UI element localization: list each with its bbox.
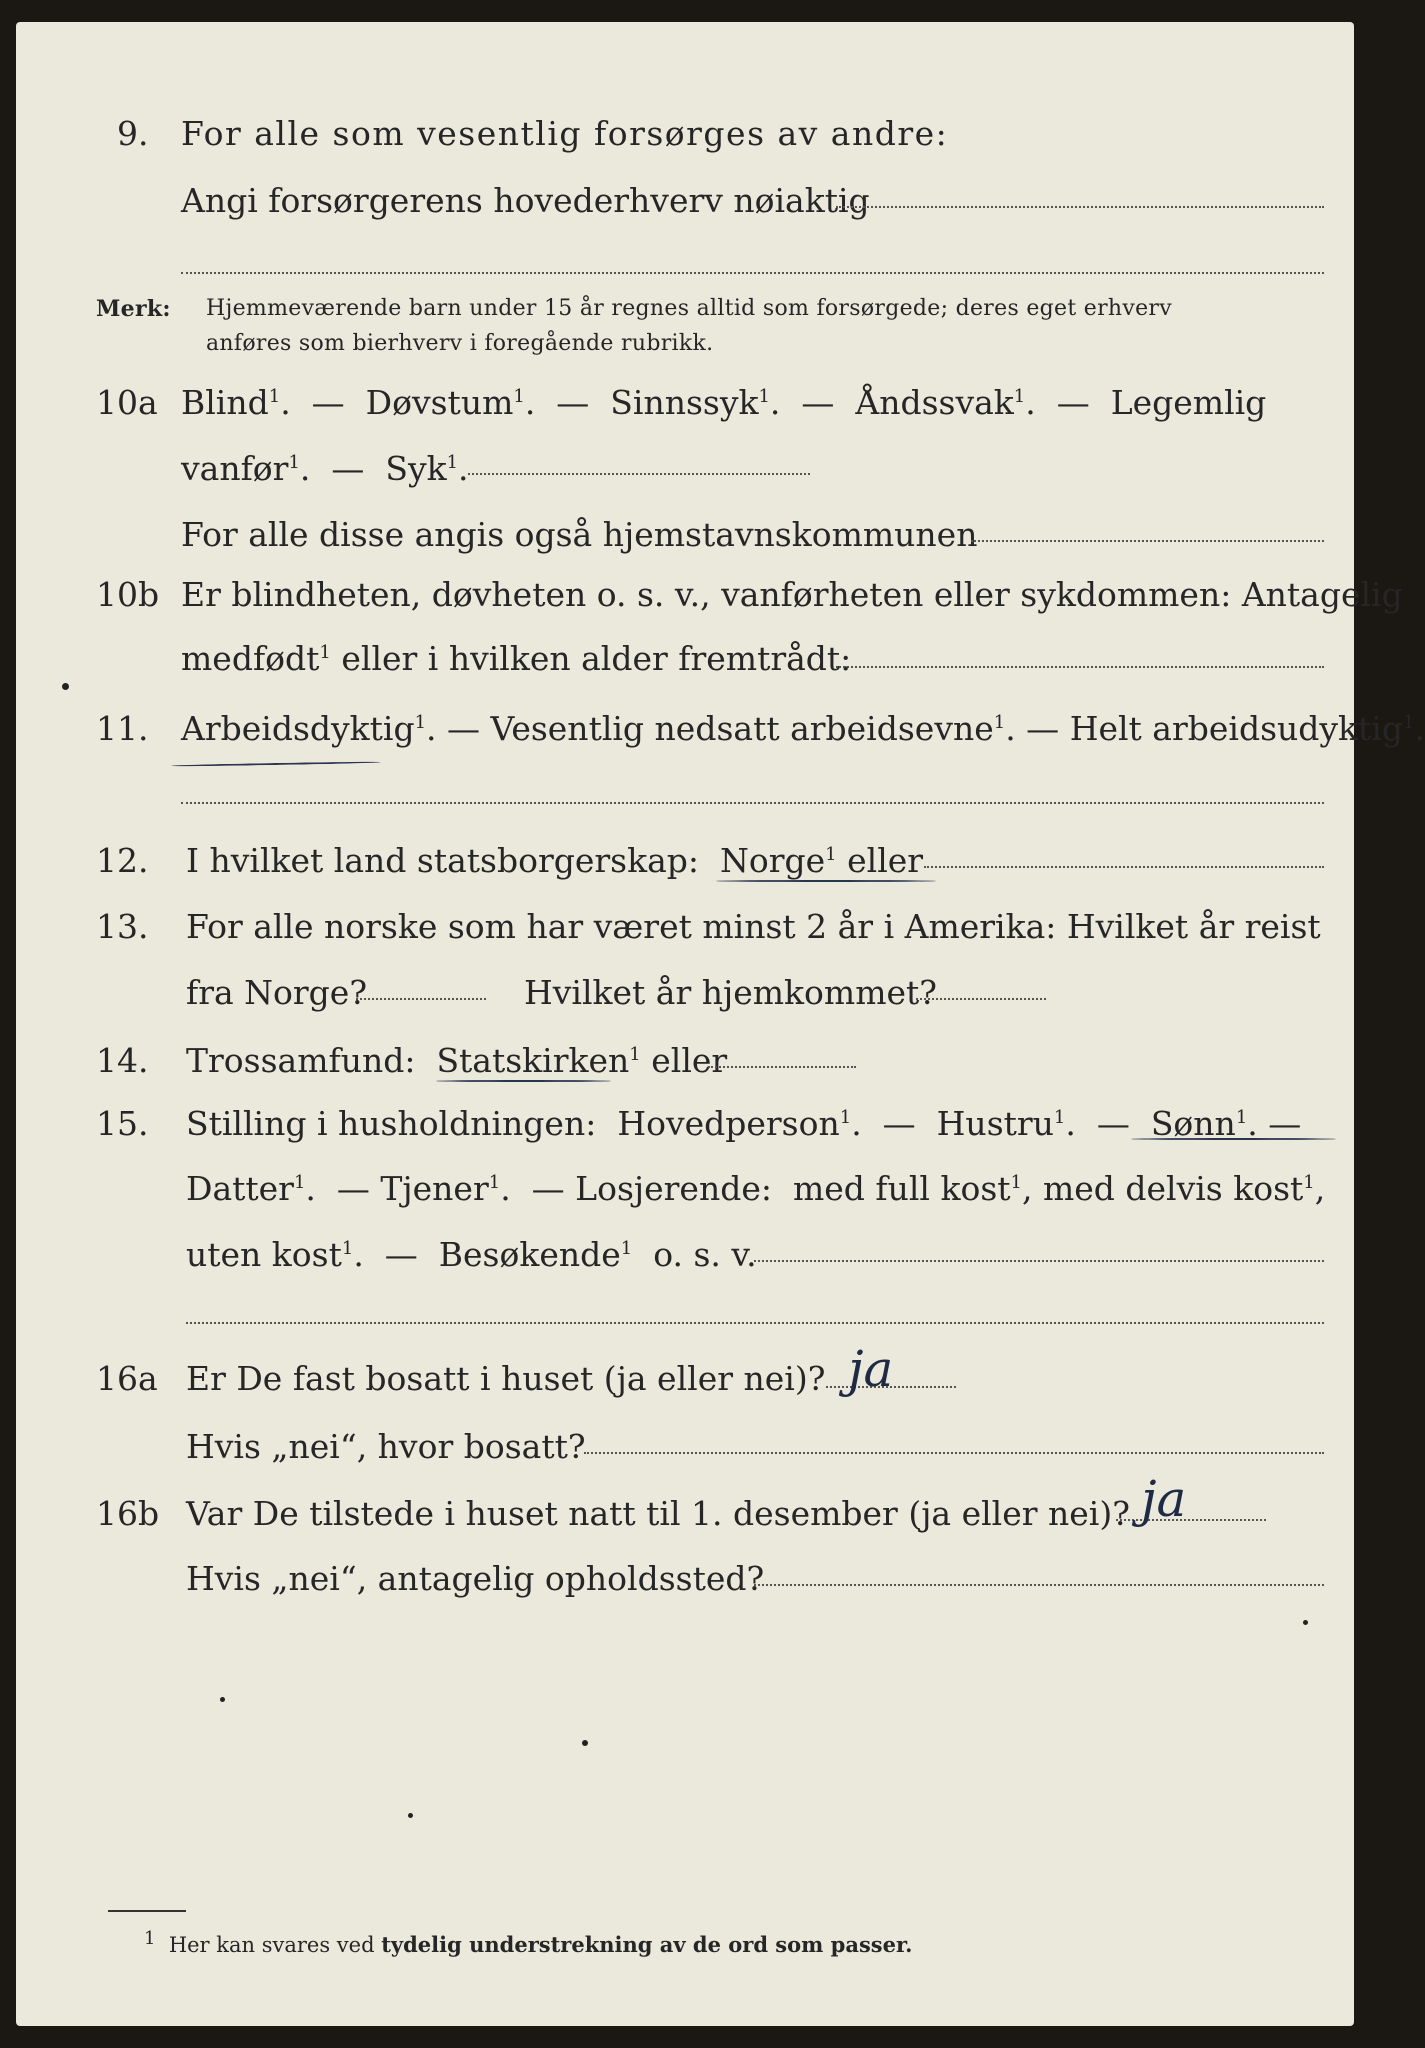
option-helt-udyktig[interactable]: Helt arbeidsudyktig xyxy=(1069,709,1403,748)
q10b-line1: Er blindheten, døvheten o. s. v., vanførheten eller sykdommen: Antagelig xyxy=(181,575,1403,614)
q15-answer-line-2[interactable] xyxy=(186,1322,1324,1324)
q13-fra-norge: fra Norge? xyxy=(186,973,368,1012)
q10a-hjemstavn-line[interactable] xyxy=(971,540,1324,542)
q9-answer-line[interactable] xyxy=(836,206,1324,208)
q16b-answer-line[interactable] xyxy=(1116,1519,1266,1521)
census-form-page xyxy=(16,22,1425,2026)
option-sinnssyk[interactable]: Sinnssyk xyxy=(610,383,759,422)
q11-answer-line[interactable] xyxy=(181,802,1324,804)
q16a-line2: Hvis „nei“, hvor bosatt? xyxy=(186,1427,586,1466)
q10a-number: 10a xyxy=(96,383,158,422)
q13-line1: For alle norske som har været minst 2 år i Amerika: Hvilket år reist xyxy=(186,907,1321,946)
ink-speck xyxy=(220,1697,225,1702)
merk-line1: Hjemmeværende barn under 15 år regnes alltid som forsørgede; deres eget erhverv xyxy=(206,296,1172,321)
q12-line: I hvilket land statsborgerskap: Norge$^1$ eller xyxy=(186,841,924,880)
q9-line1: For alle som vesentlig forsørges av andre: xyxy=(181,114,949,153)
q16a-hvor-line[interactable] xyxy=(584,1452,1324,1454)
footnote-rule xyxy=(108,1910,186,1912)
q16a-handwritten-answer[interactable]: ja xyxy=(848,1340,894,1398)
ink-speck xyxy=(62,683,69,690)
merk-label: Merk: xyxy=(96,296,171,322)
option-norge[interactable]: Norge xyxy=(720,841,826,880)
footnote: 1 Her kan svares ved tydelig understrekning av de ord som passer. xyxy=(144,1928,913,1957)
option-dovstum[interactable]: Døvstum xyxy=(365,383,514,422)
handwritten-underline-sonn xyxy=(1131,1138,1336,1140)
q16b-opholdssted-line[interactable] xyxy=(754,1584,1324,1586)
handwritten-underline-arbeidsdyktig xyxy=(171,761,381,767)
q11-line: Arbeidsdyktig$^1$. — Vesentlig nedsatt arbeidsevne$^1$. — Helt arbeidsudyktig$^1$. xyxy=(181,709,1425,748)
option-nedsatt[interactable]: Vesentlig nedsatt arbeidsevne xyxy=(490,709,994,748)
q11-number: 11. xyxy=(96,709,149,748)
handwritten-underline-statskirken xyxy=(436,1080,611,1082)
option-legemlig[interactable]: Legemlig xyxy=(1110,383,1267,422)
q9-number: 9. xyxy=(117,114,149,153)
option-sonn[interactable]: Sønn xyxy=(1150,1104,1236,1143)
option-statskirken[interactable]: Statskirken xyxy=(436,1041,630,1080)
option-andssvak[interactable]: Åndssvak xyxy=(855,383,1014,422)
option-med-full-kost[interactable]: med full kost xyxy=(792,1169,1011,1208)
q10a-line1: Blind$^1$. — Døvstum$^1$. — Sinnssyk$^1$. — Åndssvak$^1$. — Legemlig xyxy=(181,383,1267,422)
option-uten-kost[interactable]: uten kost xyxy=(186,1235,342,1274)
q12-number: 12. xyxy=(96,841,149,880)
q13-hjemkommet: Hvilket år hjemkommet? xyxy=(524,973,937,1012)
q9-answer-line-2[interactable] xyxy=(181,272,1324,274)
option-med-delvis-kost[interactable]: med delvis kost xyxy=(1042,1169,1304,1208)
q16a-line1: Er De fast bosatt i huset (ja eller nei)? xyxy=(186,1359,826,1398)
q15-line3: uten kost$^1$. — Besøkende$^1$ o. s. v. xyxy=(186,1235,757,1274)
q13-reist-line[interactable] xyxy=(356,998,486,1000)
option-syk[interactable]: Syk xyxy=(385,449,447,488)
option-medfodt[interactable]: medfødt xyxy=(181,639,320,678)
q12-answer-line[interactable] xyxy=(924,866,1324,868)
q10a-answer-line[interactable] xyxy=(468,473,810,475)
option-vanfor[interactable]: vanfør xyxy=(181,449,289,488)
q14-number: 14. xyxy=(96,1041,149,1080)
option-tjener[interactable]: Tjener xyxy=(380,1169,489,1208)
ink-speck xyxy=(582,1740,588,1746)
q10a-line2: vanfør$^1$. — Syk$^1$. xyxy=(181,449,469,488)
q10b-answer-line[interactable] xyxy=(836,666,1324,668)
option-hustru[interactable]: Hustru xyxy=(936,1104,1054,1143)
q15-answer-line[interactable] xyxy=(754,1260,1324,1262)
q14-answer-line[interactable] xyxy=(708,1066,856,1068)
q9-line2: Angi forsørgerens hovederhverv nøiaktig xyxy=(181,181,870,220)
q15-line2: Datter$^1$. — Tjener$^1$. — Losjerende: med full kost$^1$, med delvis kost$^1$, xyxy=(186,1169,1326,1208)
option-arbeidsdyktig[interactable]: Arbeidsdyktig xyxy=(181,709,415,748)
q10a-line3: For alle disse angis også hjemstavnskommunen xyxy=(181,515,978,554)
option-blind[interactable]: Blind xyxy=(181,383,269,422)
ink-speck xyxy=(1303,1620,1308,1625)
option-hovedperson[interactable]: Hovedperson xyxy=(617,1104,840,1143)
q15-number: 15. xyxy=(96,1104,149,1143)
q16b-line1: Var De tilstede i huset natt til 1. desember (ja eller nei)? xyxy=(186,1494,1130,1533)
q16b-line2: Hvis „nei“, antagelig opholdssted? xyxy=(186,1559,765,1598)
merk-line2: anføres som bierhverv i foregående rubrikk. xyxy=(206,331,714,356)
q16b-number: 16b xyxy=(96,1494,160,1533)
q13-number: 13. xyxy=(96,907,149,946)
option-datter[interactable]: Datter xyxy=(186,1169,294,1208)
q10b-line2: medfødt$^1$ eller i hvilken alder fremtrådt: xyxy=(181,639,852,678)
q14-line: Trossamfund: Statskirken$^1$ eller xyxy=(186,1041,728,1080)
ink-speck xyxy=(408,1813,413,1818)
q13-hjemkommet-line[interactable] xyxy=(916,998,1046,1000)
q16a-number: 16a xyxy=(96,1359,158,1398)
option-besokende[interactable]: Besøkende xyxy=(438,1235,621,1274)
q16b-handwritten-answer[interactable]: ja xyxy=(1141,1470,1187,1528)
q10b-number: 10b xyxy=(96,575,160,614)
handwritten-underline-norge xyxy=(716,880,936,882)
q15-line1: Stilling i husholdningen: Hovedperson$^1$. — Hustru$^1$. — Sønn$^1$. — xyxy=(186,1104,1302,1143)
